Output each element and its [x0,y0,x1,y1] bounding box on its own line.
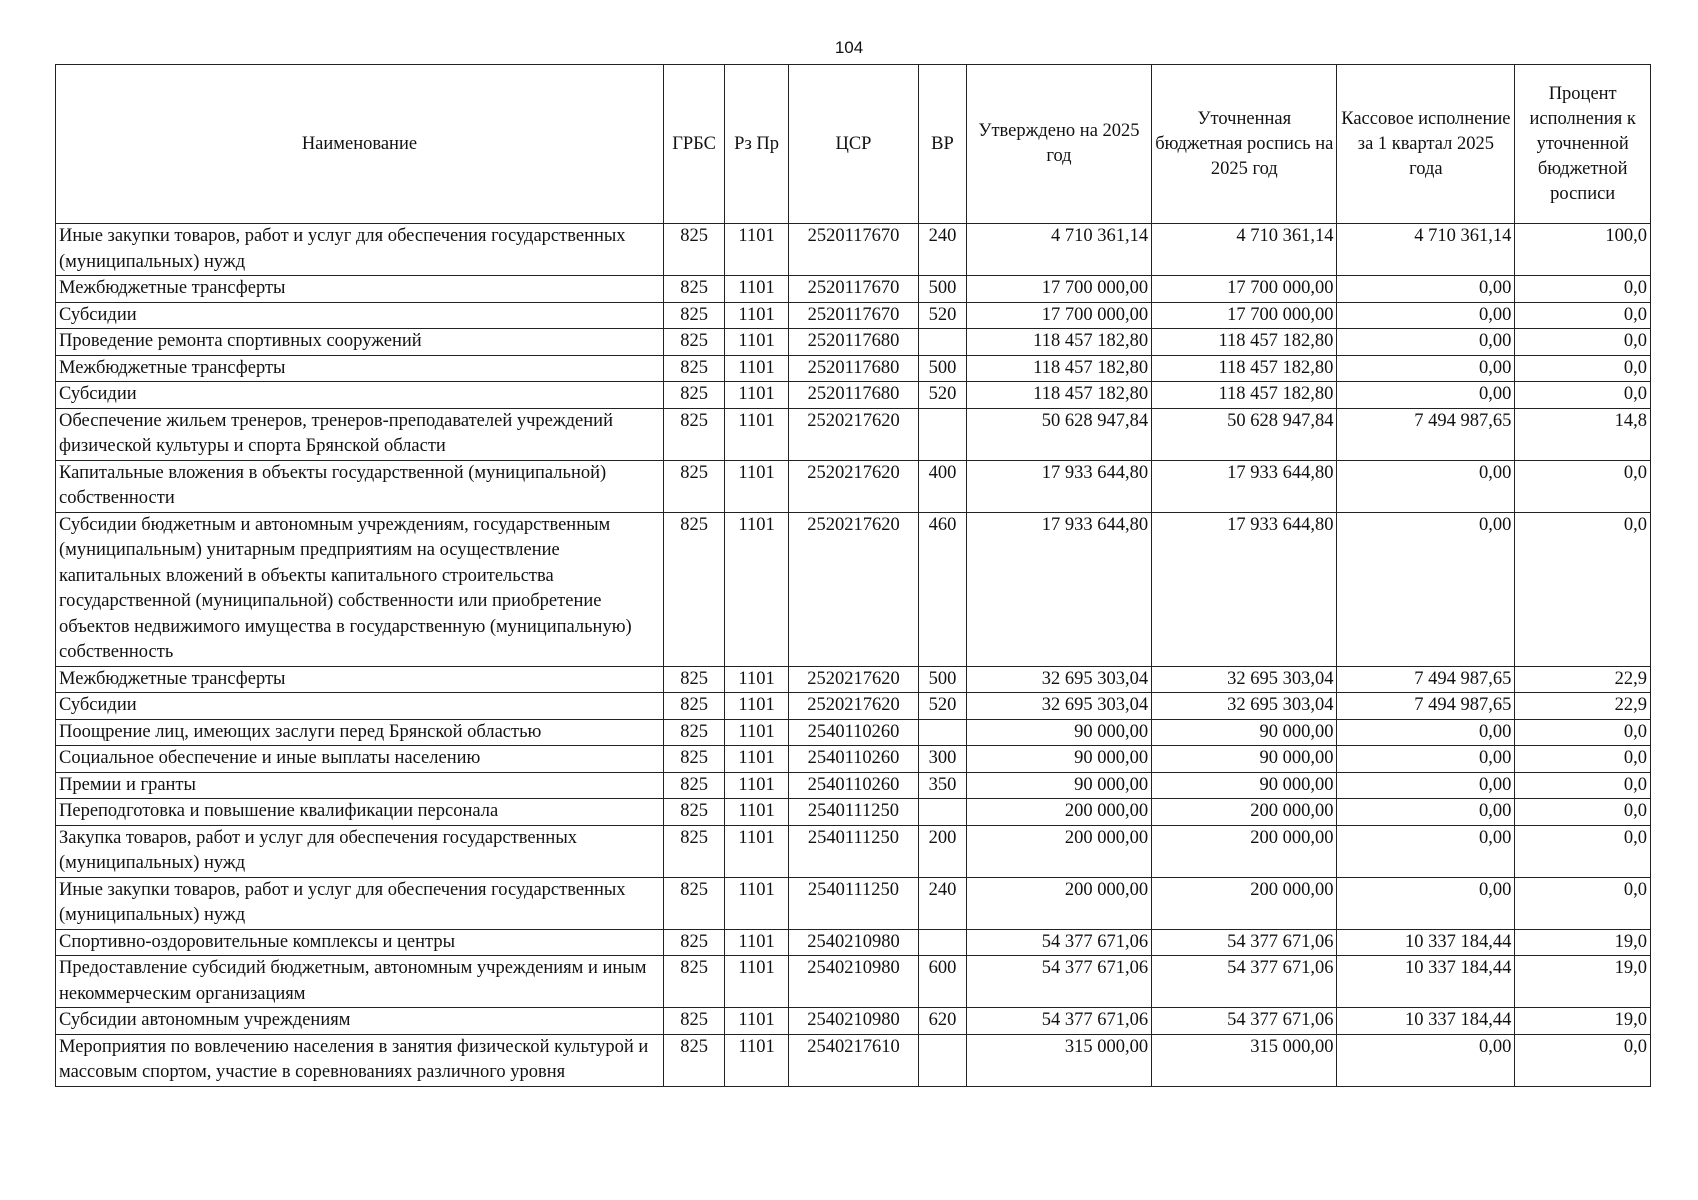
cell-name: Предоставление субсидий бюджетным, автономным учреждениям и иным некоммерческим организациям [56,956,664,1008]
budget-execution-table [55,64,1651,1087]
cell-rzpr: 1101 [725,772,789,799]
cell-vr: 500 [919,355,967,382]
cell-approved: 200 000,00 [966,799,1151,826]
cell-csr: 2520117680 [788,382,918,409]
cell-csr: 2520217620 [788,460,918,512]
cell-approved: 32 695 303,04 [966,693,1151,720]
cell-csr: 2520217620 [788,512,918,666]
cell-cash: 0,00 [1337,825,1515,877]
cell-cash: 0,00 [1337,382,1515,409]
cell-rzpr: 1101 [725,355,789,382]
cell-cash: 10 337 184,44 [1337,929,1515,956]
table-row [56,460,1651,512]
cell-vr: 520 [919,693,967,720]
cell-approved: 17 933 644,80 [966,512,1151,666]
cell-approved: 54 377 671,06 [966,956,1151,1008]
cell-grbs: 825 [663,224,724,276]
cell-name: Межбюджетные трансферты [56,666,664,693]
cell-rzpr: 1101 [725,799,789,826]
cell-grbs: 825 [663,666,724,693]
cell-refined: 90 000,00 [1152,746,1337,773]
cell-csr: 2520117680 [788,329,918,356]
cell-refined: 118 457 182,80 [1152,355,1337,382]
table-row [56,877,1651,929]
cell-grbs: 825 [663,408,724,460]
cell-csr: 2540111250 [788,825,918,877]
cell-cash: 7 494 987,65 [1337,408,1515,460]
cell-name: Межбюджетные трансферты [56,355,664,382]
cell-grbs: 825 [663,746,724,773]
cell-grbs: 825 [663,877,724,929]
cell-csr: 2540210980 [788,956,918,1008]
cell-percent: 22,9 [1515,693,1651,720]
cell-vr [919,799,967,826]
cell-rzpr: 1101 [725,825,789,877]
cell-vr: 400 [919,460,967,512]
table-row [56,276,1651,303]
cell-vr [919,329,967,356]
cell-csr: 2540217610 [788,1034,918,1086]
cell-csr: 2520117670 [788,302,918,329]
cell-refined: 54 377 671,06 [1152,929,1337,956]
cell-rzpr: 1101 [725,408,789,460]
cell-name: Переподготовка и повышение квалификации персонала [56,799,664,826]
table-row [56,825,1651,877]
cell-csr: 2520217620 [788,666,918,693]
cell-percent: 0,0 [1515,302,1651,329]
cell-csr: 2520117670 [788,276,918,303]
header-csr: ЦСР [788,65,918,224]
cell-name: Мероприятия по вовлечению населения в занятия физической культурой и массовым спортом, участие в соревнованиях различного уровня [56,1034,664,1086]
cell-grbs: 825 [663,799,724,826]
cell-approved: 118 457 182,80 [966,382,1151,409]
cell-refined: 54 377 671,06 [1152,1008,1337,1035]
cell-approved: 4 710 361,14 [966,224,1151,276]
cell-cash: 10 337 184,44 [1337,1008,1515,1035]
header-name: Наименование [56,65,664,224]
cell-grbs: 825 [663,1008,724,1035]
cell-csr: 2540110260 [788,746,918,773]
cell-approved: 17 700 000,00 [966,276,1151,303]
cell-grbs: 825 [663,825,724,877]
cell-approved: 200 000,00 [966,825,1151,877]
cell-refined: 200 000,00 [1152,877,1337,929]
table-row [56,719,1651,746]
cell-csr: 2540111250 [788,877,918,929]
cell-vr: 500 [919,276,967,303]
cell-vr [919,1034,967,1086]
cell-rzpr: 1101 [725,693,789,720]
cell-rzpr: 1101 [725,224,789,276]
cell-percent: 19,0 [1515,1008,1651,1035]
cell-percent: 0,0 [1515,355,1651,382]
table-row [56,408,1651,460]
header-percent: Процент исполнения к уточненной бюджетной росписи [1515,65,1651,224]
cell-csr: 2540111250 [788,799,918,826]
cell-cash: 0,00 [1337,746,1515,773]
cell-vr: 350 [919,772,967,799]
cell-cash: 0,00 [1337,276,1515,303]
cell-percent: 0,0 [1515,329,1651,356]
cell-approved: 315 000,00 [966,1034,1151,1086]
cell-grbs: 825 [663,460,724,512]
cell-refined: 32 695 303,04 [1152,666,1337,693]
cell-cash: 0,00 [1337,719,1515,746]
cell-refined: 17 933 644,80 [1152,460,1337,512]
table-row [56,929,1651,956]
cell-grbs: 825 [663,719,724,746]
cell-percent: 0,0 [1515,772,1651,799]
cell-csr: 2520217620 [788,408,918,460]
table-row [56,666,1651,693]
cell-approved: 90 000,00 [966,746,1151,773]
cell-vr: 620 [919,1008,967,1035]
cell-refined: 118 457 182,80 [1152,382,1337,409]
cell-vr [919,719,967,746]
cell-rzpr: 1101 [725,382,789,409]
cell-csr: 2520217620 [788,693,918,720]
cell-refined: 200 000,00 [1152,825,1337,877]
cell-refined: 17 700 000,00 [1152,276,1337,303]
header-vr: ВР [919,65,967,224]
header-cash: Кассовое исполнение за 1 квартал 2025 года [1337,65,1515,224]
cell-refined: 118 457 182,80 [1152,329,1337,356]
cell-refined: 315 000,00 [1152,1034,1337,1086]
cell-cash: 0,00 [1337,799,1515,826]
cell-name: Спортивно-оздоровительные комплексы и центры [56,929,664,956]
cell-refined: 17 700 000,00 [1152,302,1337,329]
cell-refined: 90 000,00 [1152,772,1337,799]
cell-percent: 19,0 [1515,956,1651,1008]
cell-percent: 0,0 [1515,719,1651,746]
table-row [56,746,1651,773]
cell-csr: 2540210980 [788,1008,918,1035]
page-number: 104 [834,38,864,57]
cell-approved: 90 000,00 [966,719,1151,746]
cell-percent: 0,0 [1515,382,1651,409]
table-row [56,329,1651,356]
cell-csr: 2540110260 [788,719,918,746]
cell-refined: 4 710 361,14 [1152,224,1337,276]
cell-cash: 0,00 [1337,772,1515,799]
cell-rzpr: 1101 [725,512,789,666]
cell-rzpr: 1101 [725,877,789,929]
cell-name: Субсидии [56,382,664,409]
cell-vr [919,929,967,956]
cell-name: Субсидии бюджетным и автономным учреждениям, государственным (муниципальным) унитарным предприятиям на осуществление капитальных вложений в объекты капитального строительства государственной (муниципальной) собственности или приобретение объектов недвижимого имущества в государственную (муниципальную) собственность [56,512,664,666]
cell-vr [919,408,967,460]
cell-percent: 0,0 [1515,512,1651,666]
cell-csr: 2520117680 [788,355,918,382]
cell-name: Субсидии автономным учреждениям [56,1008,664,1035]
cell-cash: 0,00 [1337,512,1515,666]
cell-name: Субсидии [56,302,664,329]
table-row [56,1034,1651,1086]
cell-approved: 118 457 182,80 [966,355,1151,382]
cell-percent: 19,0 [1515,929,1651,956]
header-grbs: ГРБС [663,65,724,224]
cell-cash: 0,00 [1337,877,1515,929]
cell-refined: 200 000,00 [1152,799,1337,826]
table-row [56,355,1651,382]
cell-name: Премии и гранты [56,772,664,799]
cell-cash: 0,00 [1337,329,1515,356]
cell-cash: 0,00 [1337,1034,1515,1086]
cell-grbs: 825 [663,355,724,382]
cell-approved: 54 377 671,06 [966,1008,1151,1035]
cell-approved: 17 933 644,80 [966,460,1151,512]
cell-rzpr: 1101 [725,1034,789,1086]
cell-approved: 17 700 000,00 [966,302,1151,329]
cell-cash: 0,00 [1337,460,1515,512]
table-row [56,512,1651,666]
cell-csr: 2540110260 [788,772,918,799]
table-row [56,1008,1651,1035]
cell-cash: 7 494 987,65 [1337,666,1515,693]
cell-name: Иные закупки товаров, работ и услуг для обеспечения государственных (муниципальных) нужд [56,877,664,929]
cell-percent: 0,0 [1515,1034,1651,1086]
table-header-row [56,65,1651,224]
cell-grbs: 825 [663,512,724,666]
cell-grbs: 825 [663,276,724,303]
table-row [56,224,1651,276]
table-row [56,693,1651,720]
cell-name: Капитальные вложения в объекты государственной (муниципальной) собственности [56,460,664,512]
table-row [56,382,1651,409]
cell-percent: 0,0 [1515,877,1651,929]
cell-vr: 460 [919,512,967,666]
cell-approved: 32 695 303,04 [966,666,1151,693]
cell-rzpr: 1101 [725,746,789,773]
cell-rzpr: 1101 [725,329,789,356]
cell-rzpr: 1101 [725,929,789,956]
cell-vr: 520 [919,302,967,329]
cell-csr: 2520117670 [788,224,918,276]
cell-percent: 22,9 [1515,666,1651,693]
cell-cash: 0,00 [1337,302,1515,329]
cell-approved: 118 457 182,80 [966,329,1151,356]
cell-refined: 90 000,00 [1152,719,1337,746]
cell-grbs: 825 [663,382,724,409]
cell-vr: 200 [919,825,967,877]
header-refined: Уточненная бюджетная роспись на 2025 год [1152,65,1337,224]
table-row [56,302,1651,329]
cell-rzpr: 1101 [725,666,789,693]
table-row [56,772,1651,799]
cell-cash: 4 710 361,14 [1337,224,1515,276]
cell-grbs: 825 [663,302,724,329]
cell-grbs: 825 [663,929,724,956]
cell-rzpr: 1101 [725,956,789,1008]
cell-vr: 300 [919,746,967,773]
cell-cash: 0,00 [1337,355,1515,382]
cell-rzpr: 1101 [725,302,789,329]
cell-percent: 0,0 [1515,460,1651,512]
cell-name: Обеспечение жильем тренеров, тренеров-преподавателей учреждений физической культуры и спорта Брянской области [56,408,664,460]
cell-rzpr: 1101 [725,1008,789,1035]
cell-rzpr: 1101 [725,719,789,746]
cell-grbs: 825 [663,772,724,799]
cell-percent: 0,0 [1515,825,1651,877]
cell-refined: 17 933 644,80 [1152,512,1337,666]
cell-percent: 0,0 [1515,276,1651,303]
cell-percent: 14,8 [1515,408,1651,460]
cell-name: Межбюджетные трансферты [56,276,664,303]
cell-grbs: 825 [663,329,724,356]
cell-vr: 520 [919,382,967,409]
cell-vr: 500 [919,666,967,693]
cell-vr: 600 [919,956,967,1008]
cell-rzpr: 1101 [725,460,789,512]
cell-refined: 32 695 303,04 [1152,693,1337,720]
cell-vr: 240 [919,877,967,929]
cell-name: Закупка товаров, работ и услуг для обеспечения государственных (муниципальных) нужд [56,825,664,877]
cell-name: Субсидии [56,693,664,720]
cell-name: Социальное обеспечение и иные выплаты населению [56,746,664,773]
cell-refined: 54 377 671,06 [1152,956,1337,1008]
cell-cash: 10 337 184,44 [1337,956,1515,1008]
cell-approved: 90 000,00 [966,772,1151,799]
cell-approved: 50 628 947,84 [966,408,1151,460]
table-body [56,224,1651,1087]
cell-rzpr: 1101 [725,276,789,303]
cell-approved: 200 000,00 [966,877,1151,929]
cell-name: Проведение ремонта спортивных сооружений [56,329,664,356]
cell-name: Иные закупки товаров, работ и услуг для обеспечения государственных (муниципальных) нужд [56,224,664,276]
cell-csr: 2540210980 [788,929,918,956]
cell-percent: 0,0 [1515,746,1651,773]
header-rzpr: Рз Пр [725,65,789,224]
cell-percent: 100,0 [1515,224,1651,276]
table-row [56,956,1651,1008]
cell-name: Поощрение лиц, имеющих заслуги перед Брянской областью [56,719,664,746]
cell-percent: 0,0 [1515,799,1651,826]
cell-refined: 50 628 947,84 [1152,408,1337,460]
table-row [56,799,1651,826]
cell-grbs: 825 [663,1034,724,1086]
cell-vr: 240 [919,224,967,276]
cell-grbs: 825 [663,693,724,720]
header-approved: Утверждено на 2025 год [966,65,1151,224]
cell-approved: 54 377 671,06 [966,929,1151,956]
cell-grbs: 825 [663,956,724,1008]
cell-cash: 7 494 987,65 [1337,693,1515,720]
